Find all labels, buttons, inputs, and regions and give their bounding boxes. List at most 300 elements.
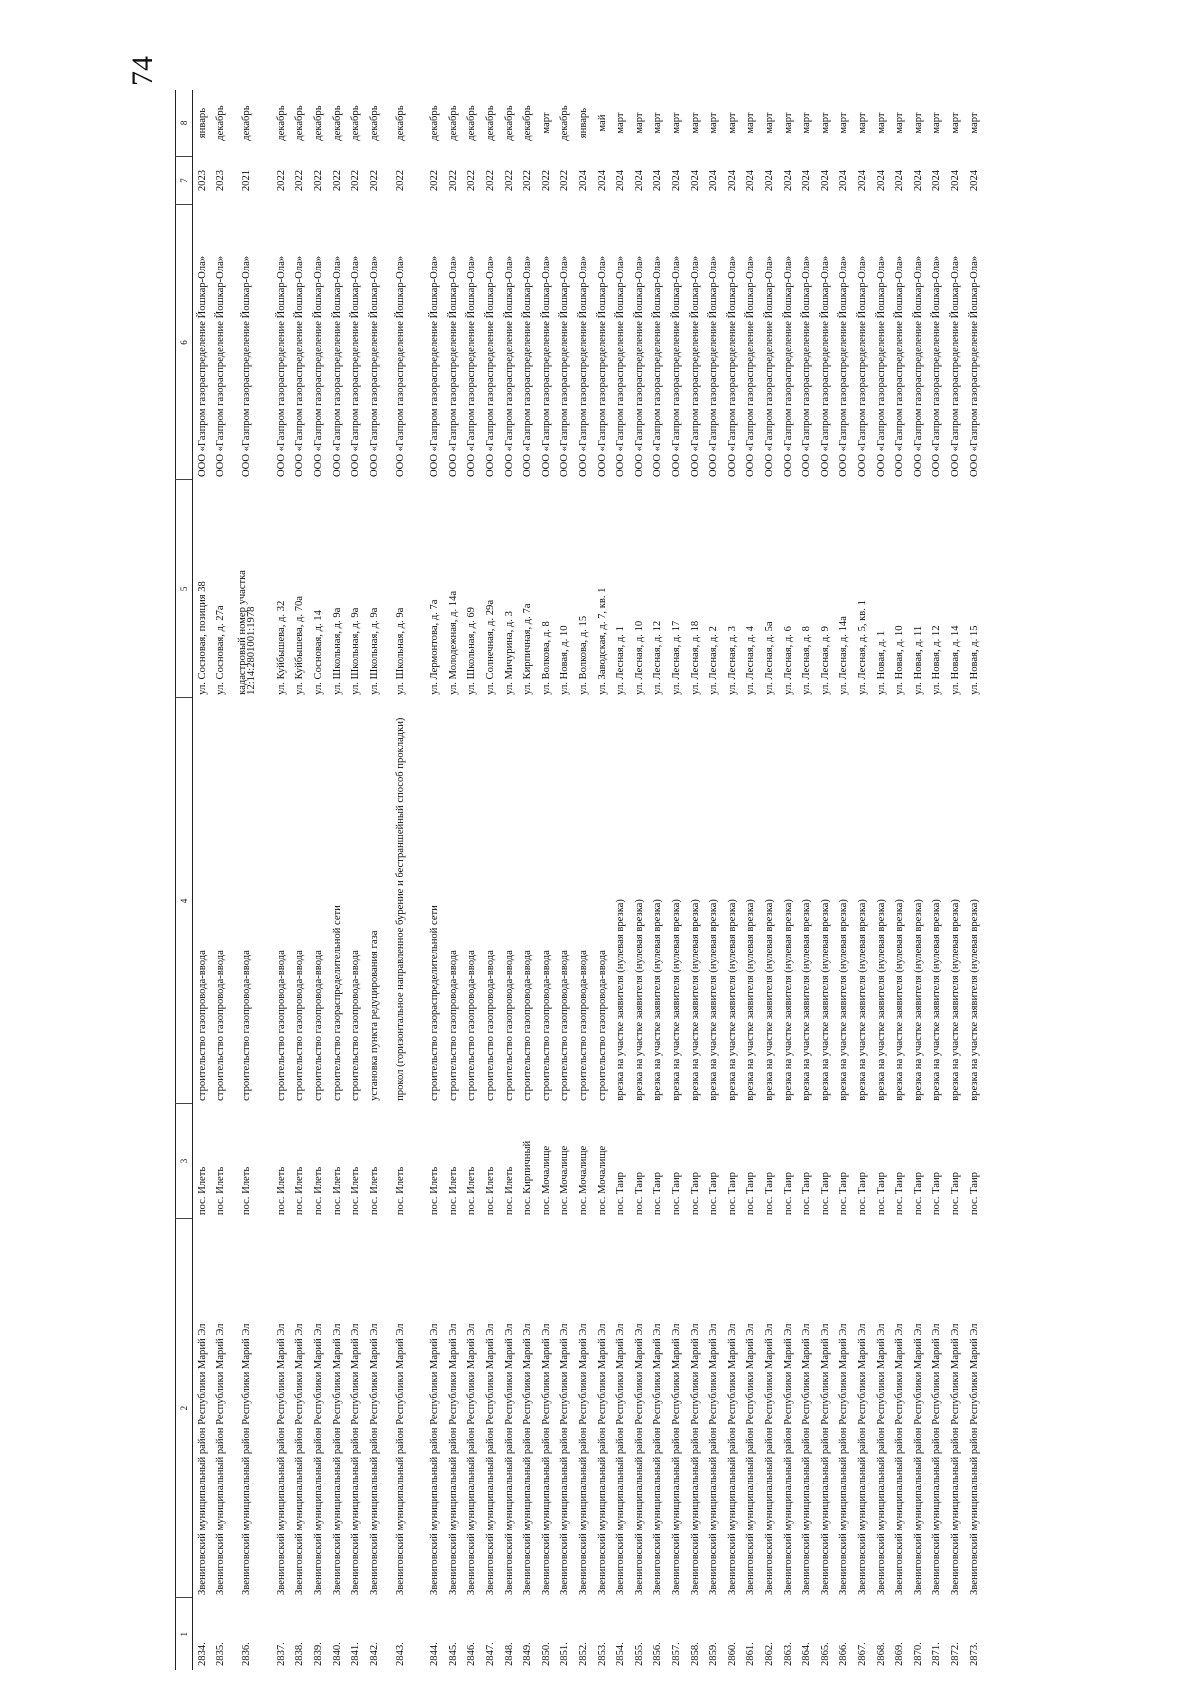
address-cell: ул. Лесная, д. 17 [671, 620, 683, 695]
year-cell: 2024 [801, 169, 813, 192]
district-cell: Звениговский муниципальный район Республики Марий Эл [801, 1323, 813, 1595]
row-number: 2853. [596, 1642, 608, 1666]
month-cell: март [949, 112, 961, 134]
row-number: 2869. [894, 1642, 906, 1666]
year-cell: 2022 [368, 169, 380, 192]
year-cell: 2024 [615, 169, 627, 192]
address-cell: ул. Лесная, д. 3 [726, 626, 738, 695]
address-cell: ул. Школьная, д. 9а [368, 607, 380, 695]
year-cell: 2022 [312, 169, 324, 192]
settlement-cell: пос. Илеть [312, 1166, 324, 1216]
settlement-cell: пос. Илеть [350, 1166, 362, 1216]
organization-cell: ООО «Газпром газораспределение Йошкар-Ола» [968, 255, 980, 477]
year-cell: 2022 [275, 169, 287, 192]
organization-cell: ООО «Газпром газораспределение Йошкар-Ола» [726, 255, 738, 477]
district-cell: Звениговский муниципальный район Республики Марий Эл [875, 1323, 887, 1595]
organization-cell: ООО «Газпром газораспределение Йошкар-Ола» [819, 255, 831, 477]
year-cell: 2022 [294, 169, 306, 192]
organization-cell: ООО «Газпром газораспределение Йошкар-Ола» [196, 255, 208, 477]
row-number: 2867. [856, 1642, 868, 1666]
year-cell: 2023 [196, 169, 208, 192]
address-cell: ул. Лесная, д. 14а [838, 616, 850, 695]
district-cell: Звениговский муниципальный район Республики Марий Эл [838, 1323, 850, 1595]
month-cell: март [875, 112, 887, 134]
settlement-cell: пос. Илеть [485, 1166, 497, 1216]
month-cell: декабрь [559, 105, 571, 141]
table-row [230, 90, 264, 1670]
organization-cell: ООО «Газпром газораспределение Йошкар-Ола» [856, 255, 868, 477]
settlement-cell: пос. Таир [931, 1172, 943, 1216]
month-cell: декабрь [331, 105, 343, 141]
address-cell: ул. Заводская, д. 7, кв. 1 [596, 587, 608, 695]
table-row [593, 90, 612, 1670]
settlement-cell: пос. Таир [708, 1172, 720, 1216]
table-row [649, 90, 668, 1670]
district-cell: Звениговский муниципальный район Республики Марий Эл [350, 1323, 362, 1595]
table-row [328, 90, 347, 1670]
month-cell: январь [578, 107, 590, 139]
district-cell: Звениговский муниципальный район Республики Марий Эл [395, 1323, 406, 1595]
work-type-cell: установка пункта редуцирования газа [368, 930, 380, 1101]
address-cell: ул. Лесная, д. 5, кв. 1 [856, 600, 868, 695]
year-cell: 2023 [215, 169, 227, 192]
work-type-cell: врезка на участке заявителя (нулевая врезка) [763, 899, 775, 1101]
address-cell: ул. Новая, д. 10 [559, 625, 571, 695]
address-cell: ул. Сосновая, д. 14 [312, 610, 324, 695]
row-number: 2840. [331, 1642, 343, 1666]
district-cell: Звениговский муниципальный район Республики Марий Эл [522, 1323, 534, 1595]
address-cell: ул. Куйбышева, д. 70а [294, 595, 306, 695]
rotated-table-container [175, 90, 1055, 1670]
address-cell: ул. Лесная, д. 4 [745, 626, 757, 695]
row-number: 2868. [875, 1642, 887, 1666]
settlement-cell: пос. Таир [726, 1172, 738, 1216]
work-type-cell: строительство газопровода-ввода [466, 950, 478, 1101]
district-cell: Звениговский муниципальный район Республики Марий Эл [782, 1323, 794, 1595]
organization-cell: ООО «Газпром газораспределение Йошкар-Ола» [331, 255, 343, 477]
month-cell: май [596, 114, 608, 132]
row-number: 2866. [838, 1642, 850, 1666]
month-cell: декабрь [429, 105, 441, 141]
address-cell: ул. Волкова, д. 8 [540, 621, 552, 695]
settlement-cell: пос. Кирпичный [522, 1140, 534, 1216]
month-cell: декабрь [447, 105, 459, 141]
year-cell: 2022 [429, 169, 441, 192]
address-cell: ул. Сосновая, позиция 38 [196, 581, 208, 695]
table-row [798, 90, 817, 1670]
district-cell: Звениговский муниципальный район Республики Марий Эл [819, 1323, 831, 1595]
row-number: 2854. [615, 1642, 627, 1666]
settlement-cell: пос. Таир [968, 1172, 980, 1216]
year-cell: 2022 [503, 169, 515, 192]
table-row [705, 90, 724, 1670]
district-cell: Звениговский муниципальный район Республики Марий Эл [671, 1323, 683, 1595]
address-cell: ул. Новая, д. 12 [931, 625, 943, 695]
month-cell: март [671, 112, 683, 134]
address-cell: ул. Школьная, д. 9а [331, 607, 343, 695]
address-cell: ул. Кирпичная, д. 7а [522, 603, 534, 695]
work-type-cell: строительство газопровода-ввода [241, 950, 253, 1101]
settlement-cell: пос. Мочалище [596, 1145, 608, 1216]
address-cell: ул. Новая, д. 10 [894, 625, 906, 695]
address-cell: ул. Школьная, д. 69 [466, 607, 478, 695]
row-number: 2834. [196, 1642, 208, 1666]
organization-cell: ООО «Газпром газораспределение Йошкар-Ола» [708, 255, 720, 477]
row-number: 2861. [745, 1642, 757, 1666]
row-number: 2858. [689, 1642, 701, 1666]
table-body [193, 90, 984, 1670]
district-cell: Звениговский муниципальный район Республики Марий Эл [912, 1323, 924, 1595]
year-cell: 2021 [241, 169, 253, 192]
organization-cell: ООО «Газпром газораспределение Йошкар-Ола» [931, 255, 943, 477]
table-row [965, 90, 984, 1670]
month-cell: март [856, 112, 868, 134]
row-number: 2864. [801, 1642, 813, 1666]
organization-cell: ООО «Газпром газораспределение Йошкар-Ола» [485, 255, 497, 477]
row-number: 2850. [540, 1642, 552, 1666]
work-type-cell: врезка на участке заявителя (нулевая врезка) [801, 899, 813, 1101]
column-header-2: 2 [176, 1218, 193, 1598]
table-row [872, 90, 891, 1670]
organization-cell: ООО «Газпром газораспределение Йошкар-Ола» [395, 255, 406, 477]
column-header-4: 4 [176, 698, 193, 1104]
address-cell: ул. Мичурина, д. 3 [503, 611, 515, 695]
table-row [309, 90, 328, 1670]
row-number: 2859. [708, 1642, 720, 1666]
district-cell: Звениговский муниципальный район Республики Марий Эл [931, 1323, 943, 1595]
district-cell: Звениговский муниципальный район Республики Марий Эл [312, 1323, 324, 1595]
district-cell: Звениговский муниципальный район Республики Марий Эл [368, 1323, 380, 1595]
settlement-cell: пос. Таир [671, 1172, 683, 1216]
work-type-cell: строительство газопровода-ввода [215, 950, 227, 1101]
work-type-cell: строительство газораспределительной сети [331, 905, 343, 1101]
work-type-cell: врезка на участке заявителя (нулевая врезка) [931, 899, 943, 1101]
table-row [742, 90, 761, 1670]
month-cell: март [763, 112, 775, 134]
work-type-cell: строительство газопровода-ввода [350, 950, 362, 1101]
address-cell: ул. Солнечная, д. 29а [485, 599, 497, 695]
organization-cell: ООО «Газпром газораспределение Йошкар-Ола» [633, 255, 645, 477]
year-cell: 2024 [652, 169, 664, 192]
month-cell: март [615, 112, 627, 134]
month-cell: март [633, 112, 645, 134]
month-cell: март [968, 112, 980, 134]
work-type-cell: врезка на участке заявителя (нулевая врезка) [615, 899, 627, 1101]
work-type-cell: врезка на участке заявителя (нулевая врезка) [912, 899, 924, 1101]
address-cell: ул. Лесная, д. 12 [652, 620, 664, 695]
work-type-cell: врезка на участке заявителя (нулевая врезка) [838, 899, 850, 1101]
work-type-cell: строительство газопровода-ввода [522, 950, 534, 1101]
month-cell: январь [196, 107, 208, 139]
year-cell: 2024 [633, 169, 645, 192]
month-cell: март [894, 112, 906, 134]
table-row [909, 90, 928, 1670]
district-cell: Звениговский муниципальный район Республики Марий Эл [294, 1323, 306, 1595]
address-cell: ул. Школьная, д. 9а [350, 607, 362, 695]
work-type-cell: строительство газопровода-ввода [559, 950, 571, 1101]
address-cell: ул. Сосновая, д. 27а [215, 605, 227, 695]
settlement-cell: пос. Таир [689, 1172, 701, 1216]
settlement-cell: пос. Таир [894, 1172, 906, 1216]
year-cell: 2024 [949, 169, 961, 192]
settlement-cell: пос. Таир [782, 1172, 794, 1216]
work-type-cell: строительство газопровода-ввода [578, 950, 590, 1101]
work-type-cell: врезка на участке заявителя (нулевая врезка) [894, 899, 906, 1101]
year-cell: 2024 [745, 169, 757, 192]
organization-cell: ООО «Газпром газораспределение Йошкар-Ола» [466, 255, 478, 477]
work-type-cell: врезка на участке заявителя (нулевая врезка) [819, 899, 831, 1101]
month-cell: декабрь [395, 105, 406, 141]
year-cell: 2024 [931, 169, 943, 192]
work-type-cell: врезка на участке заявителя (нулевая врезка) [652, 899, 664, 1101]
organization-cell: ООО «Газпром газораспределение Йошкар-Ола» [429, 255, 441, 477]
column-header-7: 7 [176, 156, 193, 205]
organization-cell: ООО «Газпром газораспределение Йошкар-Ола» [559, 255, 571, 477]
address-cell: ул. Новая, д. 14 [949, 625, 961, 695]
year-cell: 2024 [819, 169, 831, 192]
year-cell: 2024 [875, 169, 887, 192]
row-number: 2838. [294, 1642, 306, 1666]
organization-cell: ООО «Газпром газораспределение Йошкар-Ола» [447, 255, 459, 477]
district-cell: Звениговский муниципальный район Республики Марий Эл [331, 1323, 343, 1595]
district-cell: Звениговский муниципальный район Республики Марий Эл [949, 1323, 961, 1595]
row-number: 2842. [368, 1642, 380, 1666]
work-type-cell: врезка на участке заявителя (нулевая врезка) [745, 899, 757, 1101]
address-cell: кадастровый номер участка 12:14:2801001:1978 [236, 570, 258, 695]
work-type-cell: врезка на участке заявителя (нулевая врезка) [782, 899, 794, 1101]
district-cell: Звениговский муниципальный район Республики Марий Эл [503, 1323, 515, 1595]
row-number: 2852. [578, 1642, 590, 1666]
row-number: 2849. [522, 1642, 534, 1666]
year-cell: 2024 [689, 169, 701, 192]
organization-cell: ООО «Газпром газораспределение Йошкар-Ола» [215, 255, 227, 477]
month-cell: март [745, 112, 757, 134]
settlement-cell: пос. Илеть [294, 1166, 306, 1216]
organization-cell: ООО «Газпром газораспределение Йошкар-Ола» [652, 255, 664, 477]
work-type-cell: врезка на участке заявителя (нулевая врезка) [671, 899, 683, 1101]
year-cell: 2022 [466, 169, 478, 192]
table-row [556, 90, 575, 1670]
table-row [946, 90, 965, 1670]
row-number: 2862. [763, 1642, 775, 1666]
district-cell: Звениговский муниципальный район Республики Марий Эл [215, 1323, 227, 1595]
table-row [384, 90, 418, 1670]
column-header-1: 1 [176, 1598, 193, 1670]
month-cell: март [819, 112, 831, 134]
table-row [667, 90, 686, 1670]
table-row [630, 90, 649, 1670]
organization-cell: ООО «Газпром газораспределение Йошкар-Ола» [894, 255, 906, 477]
row-number: 2848. [503, 1642, 515, 1666]
year-cell: 2024 [912, 169, 924, 192]
row-number: 2836. [241, 1642, 253, 1666]
district-cell: Звениговский муниципальный район Республики Марий Эл [615, 1323, 627, 1595]
work-type-cell: строительство газопровода-ввода [312, 950, 324, 1101]
row-number: 2871. [931, 1642, 943, 1666]
organization-cell: ООО «Газпром газораспределение Йошкар-Ола» [838, 255, 850, 477]
table-row [347, 90, 366, 1670]
year-cell: 2024 [782, 169, 794, 192]
organization-cell: ООО «Газпром газораспределение Йошкар-Ола» [540, 255, 552, 477]
district-cell: Звениговский муниципальный район Республики Марий Эл [578, 1323, 590, 1595]
settlement-cell: пос. Таир [819, 1172, 831, 1216]
table-row [418, 90, 445, 1670]
month-cell: март [782, 112, 794, 134]
row-number: 2843. [395, 1642, 406, 1666]
organization-cell: ООО «Газпром газораспределение Йошкар-Ола» [275, 255, 287, 477]
month-cell: март [912, 112, 924, 134]
organization-cell: ООО «Газпром газораспределение Йошкар-Ола» [801, 255, 813, 477]
settlement-cell: пос. Таир [875, 1172, 887, 1216]
row-number: 2870. [912, 1642, 924, 1666]
address-cell: ул. Лесная, д. 18 [689, 620, 701, 695]
settlement-cell: пос. Мочалище [559, 1145, 571, 1216]
column-header-5: 5 [176, 480, 193, 698]
year-cell: 2024 [763, 169, 775, 192]
row-number: 2837. [275, 1642, 287, 1666]
month-cell: декабрь [294, 105, 306, 141]
district-cell: Звениговский муниципальный район Республики Марий Эл [763, 1323, 775, 1595]
year-cell: 2024 [856, 169, 868, 192]
settlement-cell: пос. Илеть [447, 1166, 459, 1216]
organization-cell: ООО «Газпром газораспределение Йошкар-Ола» [503, 255, 515, 477]
district-cell: Звениговский муниципальный район Республики Марий Эл [447, 1323, 459, 1595]
organization-cell: ООО «Газпром газораспределение Йошкар-Ола» [949, 255, 961, 477]
organization-cell: ООО «Газпром газораспределение Йошкар-Ола» [522, 255, 534, 477]
row-number: 2835. [215, 1642, 227, 1666]
month-cell: март [838, 112, 850, 134]
settlement-cell: пос. Илеть [215, 1166, 227, 1216]
month-cell: декабрь [312, 105, 324, 141]
settlement-cell: пос. Илеть [503, 1166, 515, 1216]
page-number: 74 [126, 56, 159, 86]
settlement-cell: пос. Илеть [241, 1166, 253, 1216]
table-row [264, 90, 291, 1670]
year-cell: 2024 [596, 169, 608, 192]
row-number: 2856. [652, 1642, 664, 1666]
row-number: 2841. [350, 1642, 362, 1666]
address-cell: ул. Лесная, д. 2 [708, 626, 720, 695]
address-cell: ул. Новая, д. 15 [968, 625, 980, 695]
row-number: 2857. [671, 1642, 683, 1666]
work-type-cell: строительство газопровода-ввода [503, 950, 515, 1101]
address-cell: ул. Лесная, д. 9 [819, 626, 831, 695]
work-type-cell: врезка на участке заявителя (нулевая врезка) [968, 899, 980, 1101]
table-row [519, 90, 538, 1670]
settlement-cell: пос. Таир [949, 1172, 961, 1216]
table-row [835, 90, 854, 1670]
address-cell: ул. Лесная, д. 5а [763, 621, 775, 695]
row-number: 2855. [633, 1642, 645, 1666]
month-cell: март [801, 112, 813, 134]
month-cell: декабрь [503, 105, 515, 141]
district-cell: Звениговский муниципальный район Республики Марий Эл [485, 1323, 497, 1595]
work-type-cell: строительство газопровода-ввода [447, 950, 459, 1101]
work-type-cell: врезка на участке заявителя (нулевая врезка) [875, 899, 887, 1101]
year-cell: 2024 [578, 169, 590, 192]
row-number: 2839. [312, 1642, 324, 1666]
district-cell: Звениговский муниципальный район Республики Марий Эл [275, 1323, 287, 1595]
organization-cell: ООО «Газпром газораспределение Йошкар-Ола» [596, 255, 608, 477]
row-number: 2860. [726, 1642, 738, 1666]
district-cell: Звениговский муниципальный район Республики Марий Эл [559, 1323, 571, 1595]
organization-cell: ООО «Газпром газораспределение Йошкар-Ола» [912, 255, 924, 477]
month-cell: март [689, 112, 701, 134]
settlement-cell: пос. Таир [615, 1172, 627, 1216]
district-cell: Звениговский муниципальный район Республики Марий Эл [540, 1323, 552, 1595]
table-row [686, 90, 705, 1670]
gasification-table [175, 90, 984, 1670]
settlement-cell: пос. Таир [801, 1172, 813, 1216]
column-header-3: 3 [176, 1104, 193, 1218]
settlement-cell: пос. Мочалище [540, 1145, 552, 1216]
district-cell: Звениговский муниципальный район Республики Марий Эл [652, 1323, 664, 1595]
address-cell: ул. Лермонтова, д. 7а [429, 599, 441, 695]
table-row [444, 90, 463, 1670]
table-row [365, 90, 384, 1670]
month-cell: декабрь [368, 105, 380, 141]
row-number: 2845. [447, 1642, 459, 1666]
work-type-cell: врезка на участке заявителя (нулевая врезка) [689, 899, 701, 1101]
year-cell: 2022 [559, 169, 571, 192]
work-type-cell: строительство газораспределительной сети [429, 905, 441, 1101]
year-cell: 2022 [522, 169, 534, 192]
settlement-cell: пос. Таир [763, 1172, 775, 1216]
row-number: 2863. [782, 1642, 794, 1666]
address-cell: ул. Молодежная, д. 14а [447, 590, 459, 695]
table-row [612, 90, 631, 1670]
address-cell: ул. Куйбышева, д. 32 [275, 600, 287, 695]
organization-cell: ООО «Газпром газораспределение Йошкар-Ола» [615, 255, 627, 477]
settlement-cell: пос. Илеть [466, 1166, 478, 1216]
year-cell: 2024 [726, 169, 738, 192]
year-cell: 2022 [540, 169, 552, 192]
address-cell: ул. Новая, д. 1 [875, 630, 887, 695]
organization-cell: ООО «Газпром газораспределение Йошкар-Ола» [689, 255, 701, 477]
month-cell: март [931, 112, 943, 134]
organization-cell: ООО «Газпром газораспределение Йошкар-Ола» [294, 255, 306, 477]
district-cell: Звениговский муниципальный район Республики Марий Эл [429, 1323, 441, 1595]
district-cell: Звениговский муниципальный район Республики Марий Эл [856, 1323, 868, 1595]
table-row [760, 90, 779, 1670]
district-cell: Звениговский муниципальный район Республики Марий Эл [241, 1323, 253, 1595]
work-type-cell: строительство газопровода-ввода [485, 950, 497, 1101]
district-cell: Звениговский муниципальный район Республики Марий Эл [968, 1323, 980, 1595]
settlement-cell: пос. Таир [745, 1172, 757, 1216]
settlement-cell: пос. Таир [633, 1172, 645, 1216]
row-number: 2873. [968, 1642, 980, 1666]
address-cell: ул. Лесная, д. 10 [633, 620, 645, 695]
month-cell: декабрь [275, 105, 287, 141]
settlement-cell: пос. Илеть [275, 1166, 287, 1216]
settlement-cell: пос. Илеть [368, 1166, 380, 1216]
settlement-cell: пос. Таир [856, 1172, 868, 1216]
work-type-cell: врезка на участке заявителя (нулевая врезка) [708, 899, 720, 1101]
month-cell: декабрь [215, 105, 227, 141]
year-cell: 2022 [485, 169, 497, 192]
table-row [853, 90, 872, 1670]
row-number: 2865. [819, 1642, 831, 1666]
month-cell: декабрь [522, 105, 534, 141]
year-cell: 2022 [447, 169, 459, 192]
organization-cell: ООО «Газпром газораспределение Йошкар-Ола» [782, 255, 794, 477]
organization-cell: ООО «Газпром газораспределение Йошкар-Ола» [875, 255, 887, 477]
organization-cell: ООО «Газпром газораспределение Йошкар-Ола» [745, 255, 757, 477]
organization-cell: ООО «Газпром газораспределение Йошкар-Ола» [312, 255, 324, 477]
table-row [723, 90, 742, 1670]
organization-cell: ООО «Газпром газораспределение Йошкар-Ола» [763, 255, 775, 477]
month-cell: март [540, 112, 552, 134]
